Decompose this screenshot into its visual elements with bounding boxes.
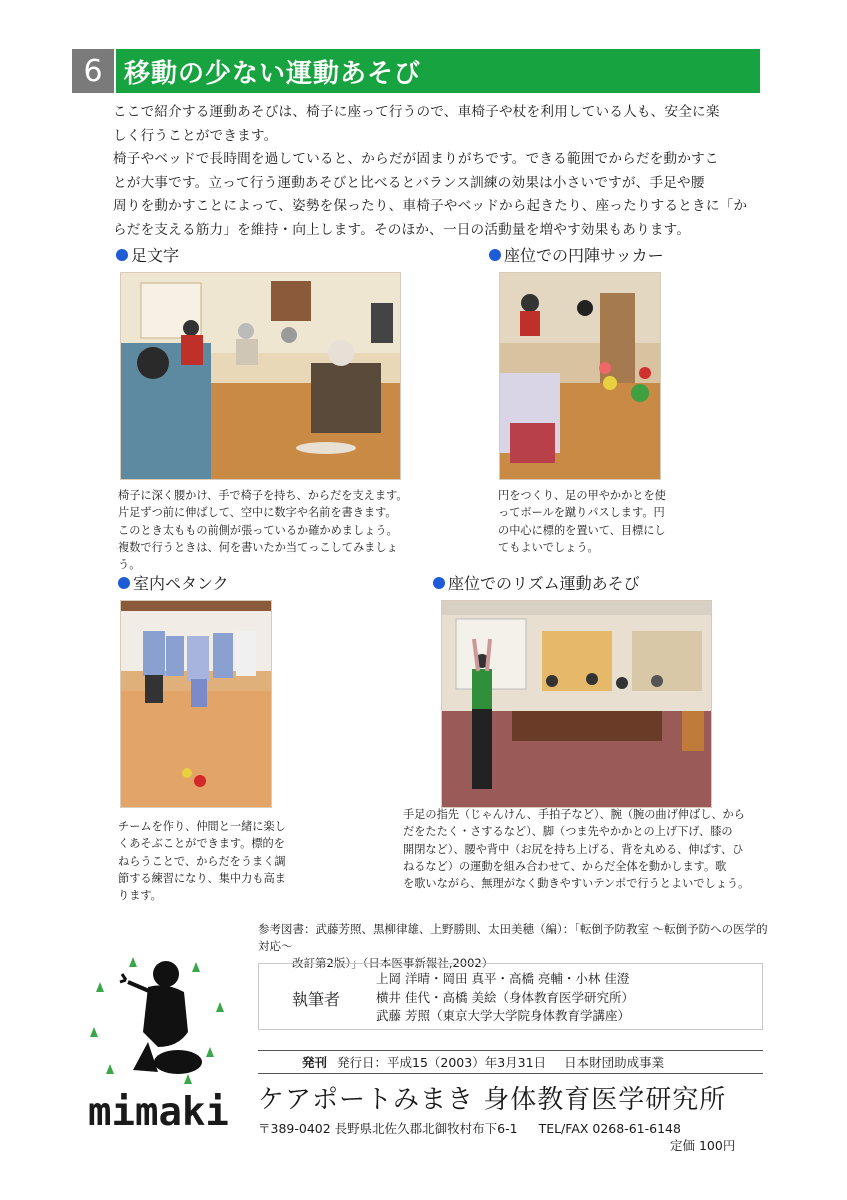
caption-line: ってボールを蹴りパスします。円 — [498, 506, 665, 520]
organization-name: ケアポートみまき 身体教育医学研究所 — [258, 1085, 727, 1115]
section-title-circle-soccer — [489, 243, 664, 266]
photo-rhythm — [441, 600, 712, 808]
caption-line: だをたたく・さするなど）、脚（つま先やかかとの上げ下げ、膝の — [403, 825, 733, 839]
caption-line: 開閉など）、腰や背中（お尻を持ち上げる、背を丸める、伸ばす、ひ — [403, 842, 744, 856]
section-title-rhythm — [433, 571, 640, 594]
caption-line: 手足の指先（じゃんけん、手拍子など）、腕（腕の曲げ伸ばし、から — [403, 808, 745, 821]
caption-line: このとき太ももの前側が張っているか確かめましょう。 — [118, 523, 398, 537]
bullet-icon — [433, 577, 445, 589]
caption-line: 円をつくり、足の甲やかかとを使 — [498, 489, 666, 502]
publication-line — [258, 1050, 763, 1074]
authors-label: 執筆者 — [292, 990, 341, 1009]
caption-line: ります。 — [118, 889, 162, 903]
section-number: 6 — [72, 49, 114, 93]
caption-line: う。 — [118, 558, 141, 572]
reference-line: 改訂第2版）」（日本医事新報社,2002） — [292, 956, 494, 970]
bullet-icon — [489, 249, 501, 261]
intro-line: とが大事です。立って行う運動あそびと比べるとバランス訓練の効果は小さいですが、手足や腰 — [113, 174, 705, 191]
price: 定価 100円 — [670, 1138, 736, 1153]
photo-circle-soccer — [499, 272, 661, 480]
caption-line: の中心に標的を置いて、目標にし — [498, 523, 666, 537]
caption-line: ねるなど）の運動を組み合わせて、からだ全体を動かします。歌 — [403, 859, 727, 873]
intro-line: しく行うことができます。 — [113, 127, 278, 144]
caption-foot-letters — [118, 487, 413, 573]
intro-line: ここで紹介する運動あそびは、椅子に座って行うので、車椅子や杖を利用している人も、安全に楽 — [113, 104, 720, 120]
caption-petanque — [118, 818, 298, 904]
section-title-text: 座位でのリズム運動あそび — [448, 574, 640, 593]
organization-tel: TEL/FAX 0268-61-6148 — [538, 1121, 681, 1136]
caption-line: チームを作り、仲間と一緒に楽し — [118, 820, 286, 833]
organization-contact — [258, 1119, 681, 1137]
bullet-icon — [118, 577, 130, 589]
photo-foot-letters — [120, 272, 401, 480]
intro-line: 周りを動かすことによって、姿勢を保ったり、車椅子やベッドから起きたり、座ったりするときに「か — [113, 198, 748, 214]
publication-sponsor: 日本財団助成事業 — [564, 1055, 665, 1070]
author-line: 武藤 芳照（東京大学大学院身体教育学講座） — [376, 1008, 630, 1023]
caption-line: 節する練習になり、集中力も高ま — [118, 871, 286, 885]
reference-line: 参考図書：武藤芳照、黒柳律雄、上野勝則、太田美穂（編）：「転倒予防教室 ～転倒予防への医学的対応～ — [258, 922, 768, 953]
caption-line: てもよいでしょう。 — [498, 540, 599, 554]
photo-petanque — [120, 600, 272, 808]
authors-list — [376, 970, 634, 1026]
caption-rhythm — [403, 806, 753, 892]
logo-wordmark: mimaki — [88, 1090, 229, 1135]
section-title-text: 足文字 — [131, 246, 180, 265]
caption-line: 椅子に深く腰かけ、手で椅子を持ち、からだを支えます。 — [118, 489, 408, 502]
caption-circle-soccer — [498, 487, 668, 556]
caption-line: 片足ずつ前に伸ばして、空中に数字や名前を書きます。 — [118, 506, 397, 520]
caption-line: ねらうことで、からだをうまく調 — [118, 854, 286, 868]
section-title-petanque — [118, 571, 229, 594]
publication-date: 発行日：平成15（2003）年3月31日 — [337, 1055, 547, 1070]
author-line: 上岡 洋晴・岡田 真平・高橋 亮輔・小林 佳澄 — [376, 971, 630, 986]
page-title: 移動の少ない運動あそび — [116, 49, 760, 93]
bullet-icon — [116, 249, 128, 261]
caption-line: くあそぶことができます。標的を — [118, 837, 285, 851]
logo-figure — [88, 952, 233, 1087]
author-line: 横井 佳代・高橋 美絵（身体教育医学研究所） — [376, 989, 634, 1005]
intro-line: 椅子やベッドで長時間を過していると、からだが固まりがちです。できる範囲でからだを動かすこ — [113, 151, 719, 167]
caption-line: 複数で行うときは、何を書いたか当てっこしてみましょ — [118, 540, 398, 554]
section-title-foot-letters — [116, 243, 179, 266]
publication-label: 発刊 — [302, 1055, 328, 1070]
section-title-text: 座位での円陣サッカー — [504, 246, 664, 265]
caption-line: を歌いながら、無理がなく動きやすいテンポで行うとよいでしょう。 — [403, 877, 750, 891]
intro-line: らだを支える筋力」を維持・向上します。そのほか、一日の活動量を増やす効果もあります。 — [113, 221, 691, 238]
section-title-text: 室内ペタンク — [133, 574, 229, 593]
intro-text — [113, 101, 763, 242]
organization-address: 〒389-0402 長野県北佐久郡北御牧村布下6-1 — [258, 1121, 518, 1136]
